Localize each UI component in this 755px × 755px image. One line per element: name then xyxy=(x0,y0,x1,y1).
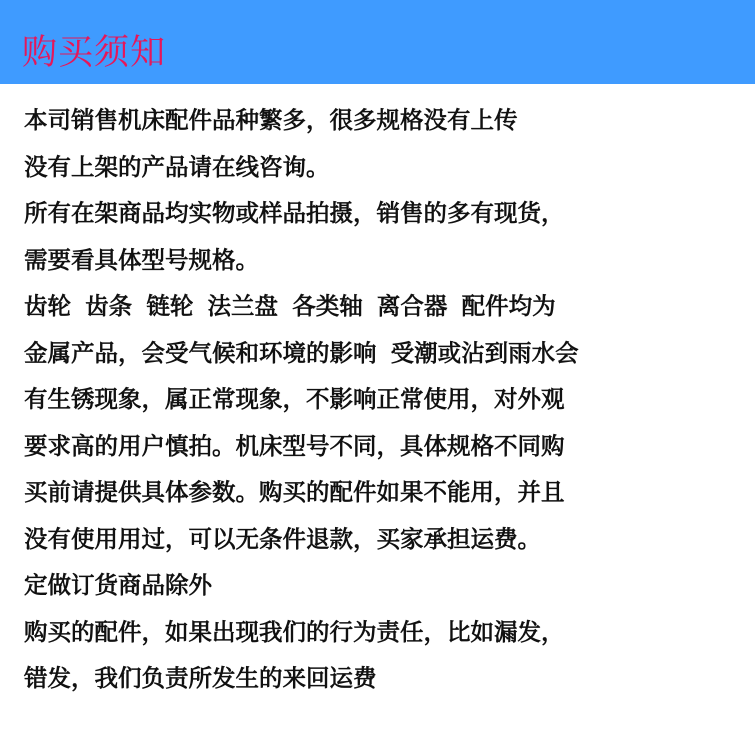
notice-line: 需要看具体型号规格。 xyxy=(24,245,259,274)
notice-line: 有生锈现象，属正常现象，不影响正常使用，对外观 xyxy=(24,385,565,413)
notice-line: 没有使用用过，可以无条件退款，买家承担运费。 xyxy=(24,524,541,553)
notice-line: 定做订货商品除外 xyxy=(24,571,212,599)
notice-line: 所有在架商品均实物或样品拍摄，销售的多有现货， xyxy=(24,199,565,227)
notice-line: 购买的配件，如果出现我们的行为责任，比如漏发， xyxy=(24,617,565,646)
notice-line: 金属产品，会受气候和环境的影响 受潮或沾到雨水会 xyxy=(24,338,579,367)
notice-line: 齿轮 齿条 链轮 法兰盘 各类轴 离合器 配件均为 xyxy=(24,292,556,320)
notice-line: 要求高的用户慎拍。机床型号不同，具体规格不同购 xyxy=(24,431,565,460)
notice-line: 买前请提供具体参数。购买的配件如果不能用，并且 xyxy=(24,478,565,506)
page-title: 购买须知 xyxy=(22,33,167,73)
notice-text xyxy=(24,97,744,702)
notice-line: 没有上架的产品请在线咨询。 xyxy=(24,152,330,181)
notice-line: 错发，我们负责所发生的来回运费 xyxy=(24,664,377,692)
notice-line: 本司销售机床配件品种繁多，很多规格没有上传 xyxy=(24,106,518,134)
header-banner xyxy=(0,0,755,84)
